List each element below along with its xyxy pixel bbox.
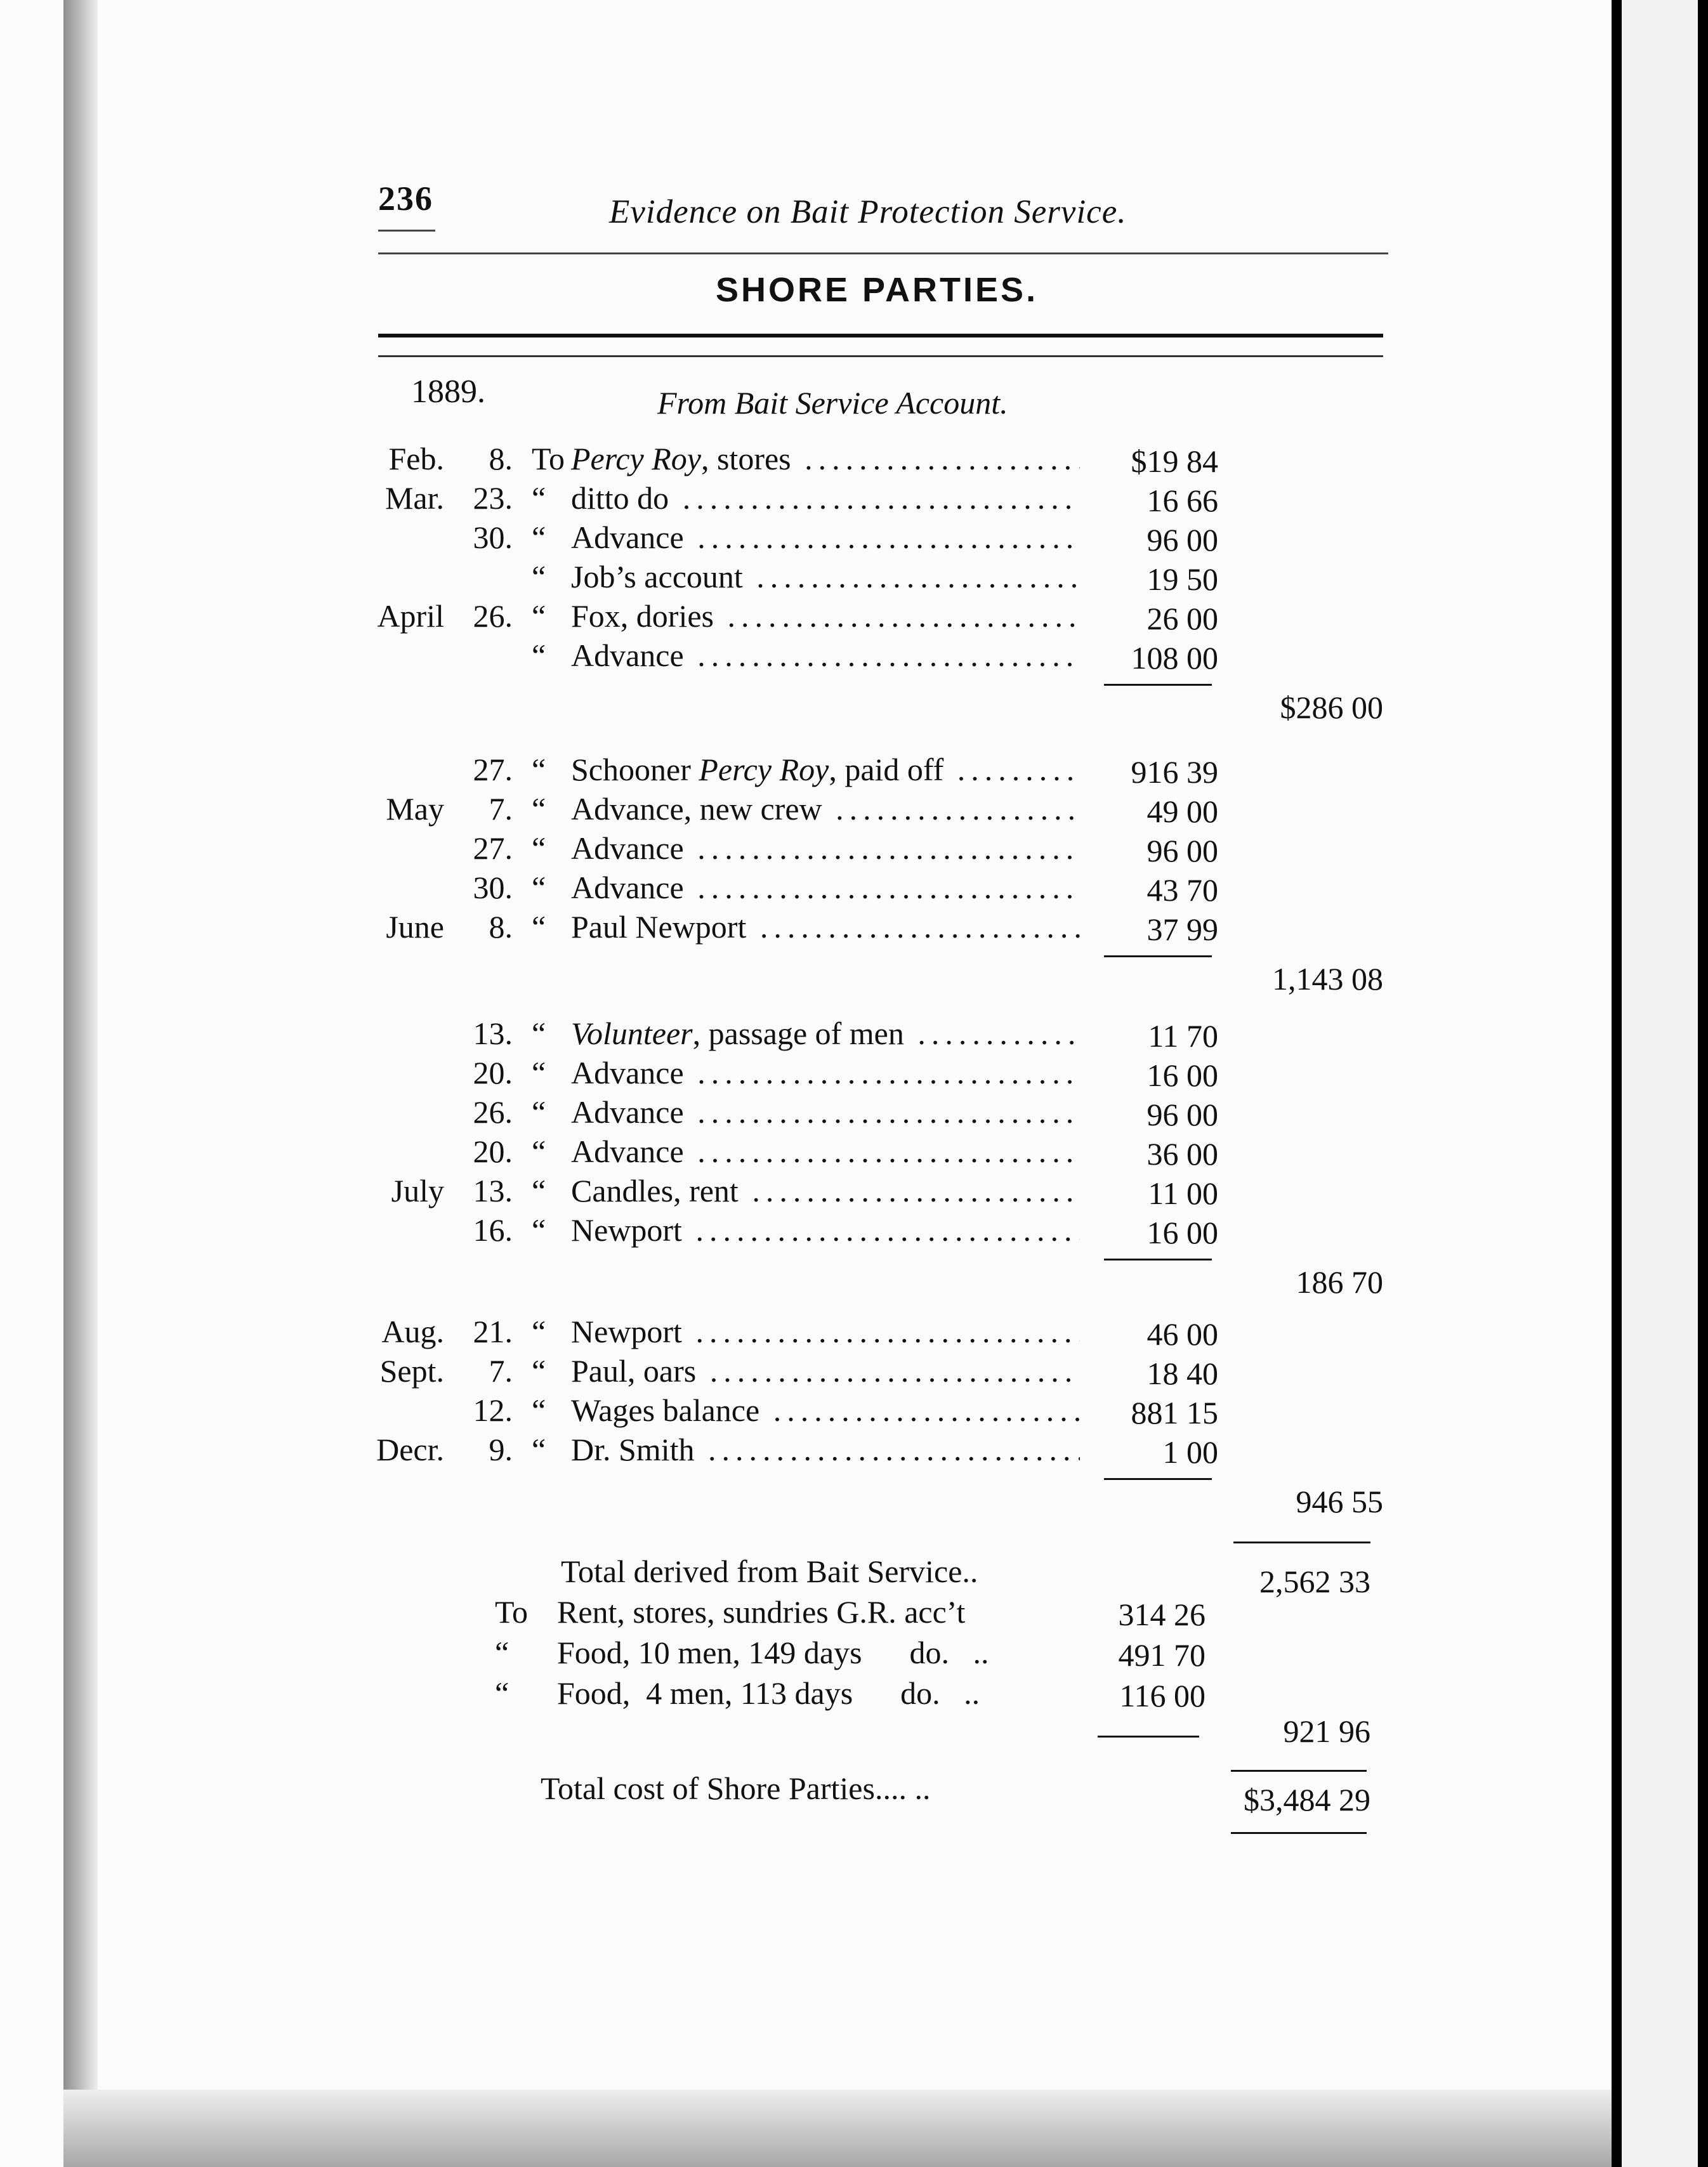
entry-day: 26. xyxy=(473,598,513,634)
entry-amount: 36 00 xyxy=(1146,1136,1218,1172)
entry-description xyxy=(571,1015,1080,1052)
entry-day: 26. xyxy=(473,1094,513,1130)
entry-amount: 19 50 xyxy=(1146,561,1218,597)
entry-amount: 11 00 xyxy=(1148,1175,1218,1211)
entry-prefix: “ xyxy=(532,1134,546,1169)
entry-description xyxy=(571,1172,1080,1209)
entry-description-text: ditto do xyxy=(571,480,669,516)
entry-description xyxy=(571,519,1080,556)
entry-description xyxy=(571,751,1080,788)
entry-prefix: “ xyxy=(532,870,546,905)
subtotal-rule xyxy=(1104,684,1212,686)
entry-prefix: “ xyxy=(532,559,546,594)
entry-month: Feb. xyxy=(388,441,444,476)
entry-description-text: Advance xyxy=(571,830,684,866)
entry-day: 12. xyxy=(473,1392,513,1428)
entry-amount: 16 00 xyxy=(1146,1057,1218,1093)
entry-description-text: Advance xyxy=(571,870,684,905)
entry-prefix: “ xyxy=(532,598,546,634)
entry-amount: 11 70 xyxy=(1148,1018,1218,1054)
entry-prefix: “ xyxy=(532,1016,546,1051)
title-rule-thin xyxy=(378,355,1383,357)
group-subtotal: 1,143 08 xyxy=(1272,961,1383,997)
entry-day: 21. xyxy=(473,1314,513,1349)
entry-prefix: To xyxy=(532,441,565,476)
entry-day: 20. xyxy=(473,1055,513,1090)
entry-day: 13. xyxy=(473,1173,513,1208)
entry-prefix: “ xyxy=(532,752,546,787)
entry-day: 7. xyxy=(489,791,513,827)
entry-amount: 1 00 xyxy=(1162,1434,1218,1470)
entry-day: 16. xyxy=(473,1212,513,1248)
group-subtotal: $286 00 xyxy=(1280,690,1383,725)
account-subheading: From Bait Service Account. xyxy=(657,385,1008,421)
derived-total-label: Total derived from Bait Service.. xyxy=(561,1554,978,1589)
entry-amount: 37 99 xyxy=(1146,912,1218,947)
subtotal-rule xyxy=(1104,1259,1212,1260)
entry-day: 8. xyxy=(489,441,513,476)
entry-prefix: “ xyxy=(532,791,546,827)
entry-day: 13. xyxy=(473,1016,513,1051)
entry-description-text: Advance xyxy=(571,638,684,673)
grand-total-rule-top xyxy=(1231,1770,1367,1772)
entry-description-text: Advance, new crew xyxy=(571,791,822,827)
gr-entry-prefix: “ xyxy=(495,1635,509,1670)
entry-description xyxy=(571,1431,1080,1468)
entry-description xyxy=(571,1352,1080,1389)
entry-description-text: Job’s account xyxy=(571,559,743,594)
entry-description xyxy=(571,1054,1080,1091)
vessel-name: Percy Roy xyxy=(571,441,701,476)
entry-day: 30. xyxy=(473,520,513,555)
grand-total-label: Total cost of Shore Parties.... .. xyxy=(541,1771,931,1806)
gr-entry-description: Food, 4 men, 113 days do. .. xyxy=(557,1675,980,1711)
group-subtotal: 946 55 xyxy=(1296,1484,1383,1519)
gr-entry-prefix: To xyxy=(495,1594,529,1630)
entry-description xyxy=(571,1212,1080,1248)
entry-day: 27. xyxy=(473,830,513,866)
entry-amount: 916 39 xyxy=(1131,754,1218,790)
entry-description xyxy=(571,1094,1080,1130)
entry-prefix: “ xyxy=(532,1212,546,1248)
entry-description-text: Schooner Percy Roy, paid off xyxy=(571,752,944,787)
entry-prefix: “ xyxy=(532,1353,546,1389)
entry-month: Decr. xyxy=(376,1432,444,1467)
running-head-rule xyxy=(378,252,1388,254)
entry-prefix: “ xyxy=(532,909,546,945)
gr-entry-description: Rent, stores, sundries G.R. acc’t xyxy=(557,1594,966,1630)
entry-description xyxy=(571,790,1080,827)
title-rule-thick xyxy=(378,334,1383,337)
entry-description-text: Advance xyxy=(571,1055,684,1090)
entry-prefix: “ xyxy=(532,638,546,673)
entry-prefix: “ xyxy=(532,1055,546,1090)
entry-description-text: Candles, rent xyxy=(571,1173,739,1208)
derived-total-amount: 2,562 33 xyxy=(1259,1564,1370,1599)
vessel-name: Volunteer xyxy=(571,1016,693,1051)
entry-amount: 49 00 xyxy=(1146,794,1218,829)
entry-description-text: Paul, oars xyxy=(571,1353,697,1389)
entry-description xyxy=(571,1313,1080,1350)
entry-description xyxy=(571,869,1080,906)
vessel-name: Percy Roy xyxy=(699,752,829,787)
gr-subtotal: 921 96 xyxy=(1283,1713,1370,1749)
entry-description-text: Advance xyxy=(571,1134,684,1169)
page-bottom-shadow xyxy=(63,2090,1612,2167)
entry-prefix: “ xyxy=(532,1173,546,1208)
entry-day: 9. xyxy=(489,1432,513,1467)
entry-day: 27. xyxy=(473,752,513,787)
entry-description-text: Dr. Smith xyxy=(571,1432,695,1467)
entry-prefix: “ xyxy=(532,1392,546,1428)
entry-amount: 26 00 xyxy=(1146,601,1218,636)
entry-month: July xyxy=(391,1173,444,1208)
entry-day: 7. xyxy=(489,1353,513,1389)
entry-description xyxy=(571,830,1080,867)
entry-description-text: Wages balance xyxy=(571,1392,760,1428)
grand-total-amount: $3,484 29 xyxy=(1244,1782,1370,1817)
entry-prefix: “ xyxy=(532,1094,546,1130)
group-subtotal: 186 70 xyxy=(1296,1264,1383,1300)
entry-description-text: Volunteer, passage of men xyxy=(571,1016,904,1051)
entry-description-text: Advance xyxy=(571,520,684,555)
entry-description xyxy=(571,1133,1080,1170)
gr-entry-amount: 314 26 xyxy=(1118,1597,1205,1632)
grand-total-rule-bottom xyxy=(1231,1832,1367,1834)
page-number: 236 xyxy=(378,180,433,218)
entry-month: June xyxy=(386,909,444,945)
entry-month: Mar. xyxy=(384,480,444,516)
gr-entry-prefix: “ xyxy=(495,1675,509,1711)
entry-prefix: “ xyxy=(532,520,546,555)
entry-amount: 96 00 xyxy=(1146,1097,1218,1132)
entry-month: May xyxy=(386,791,444,827)
entry-prefix: “ xyxy=(532,1314,546,1349)
entry-amount: 881 15 xyxy=(1131,1395,1218,1430)
entry-description xyxy=(571,637,1080,674)
entry-description-text: Percy Roy, stores xyxy=(571,441,791,476)
entry-description xyxy=(571,1392,1080,1429)
entry-description xyxy=(571,908,1080,945)
entry-description-text: Advance xyxy=(571,1094,684,1130)
gr-entry-description: Food, 10 men, 149 days do. .. xyxy=(557,1635,989,1670)
entry-prefix: “ xyxy=(532,1432,546,1467)
entry-amount: 16 66 xyxy=(1146,483,1218,518)
entry-amount: 43 70 xyxy=(1146,872,1218,908)
derived-total-rule xyxy=(1233,1542,1370,1543)
entry-description-text: Newport xyxy=(571,1314,682,1349)
page-binding-shadow xyxy=(63,0,98,2167)
entry-description xyxy=(571,440,1080,477)
section-title: SHORE PARTIES. xyxy=(716,271,1039,309)
entry-day: 23. xyxy=(473,480,513,516)
entry-amount: 18 40 xyxy=(1146,1356,1218,1391)
subtotal-rule xyxy=(1104,955,1212,957)
entry-month: Aug. xyxy=(381,1314,444,1349)
entry-description-text: Fox, dories xyxy=(571,598,714,634)
entry-amount: 108 00 xyxy=(1131,640,1218,676)
entry-prefix: “ xyxy=(532,480,546,516)
entry-description-text: Newport xyxy=(571,1212,682,1248)
ledger-year: 1889. xyxy=(411,374,485,410)
entry-month: April xyxy=(377,598,444,634)
entry-description xyxy=(571,480,1080,516)
entry-amount: 46 00 xyxy=(1146,1316,1218,1352)
entry-day: 20. xyxy=(473,1134,513,1169)
entry-amount: 96 00 xyxy=(1146,833,1218,868)
subtotal-rule xyxy=(1104,1478,1212,1480)
entry-description-text: Paul Newport xyxy=(571,909,747,945)
entry-amount: 16 00 xyxy=(1146,1215,1218,1250)
entry-prefix: “ xyxy=(532,830,546,866)
entry-month: Sept. xyxy=(379,1353,444,1389)
adjacent-page-edge xyxy=(1622,0,1698,2167)
entry-amount: 96 00 xyxy=(1146,522,1218,558)
running-head: Evidence on Bait Protection Service. xyxy=(609,193,1127,230)
entry-amount: $19 84 xyxy=(1131,443,1218,479)
entry-day: 8. xyxy=(489,909,513,945)
gr-entry-amount: 116 00 xyxy=(1119,1678,1205,1713)
entry-description xyxy=(571,598,1080,634)
page-number-rule xyxy=(378,230,435,232)
gr-entry-amount: 491 70 xyxy=(1118,1637,1205,1673)
entry-day: 30. xyxy=(473,870,513,905)
entry-description xyxy=(571,558,1080,595)
